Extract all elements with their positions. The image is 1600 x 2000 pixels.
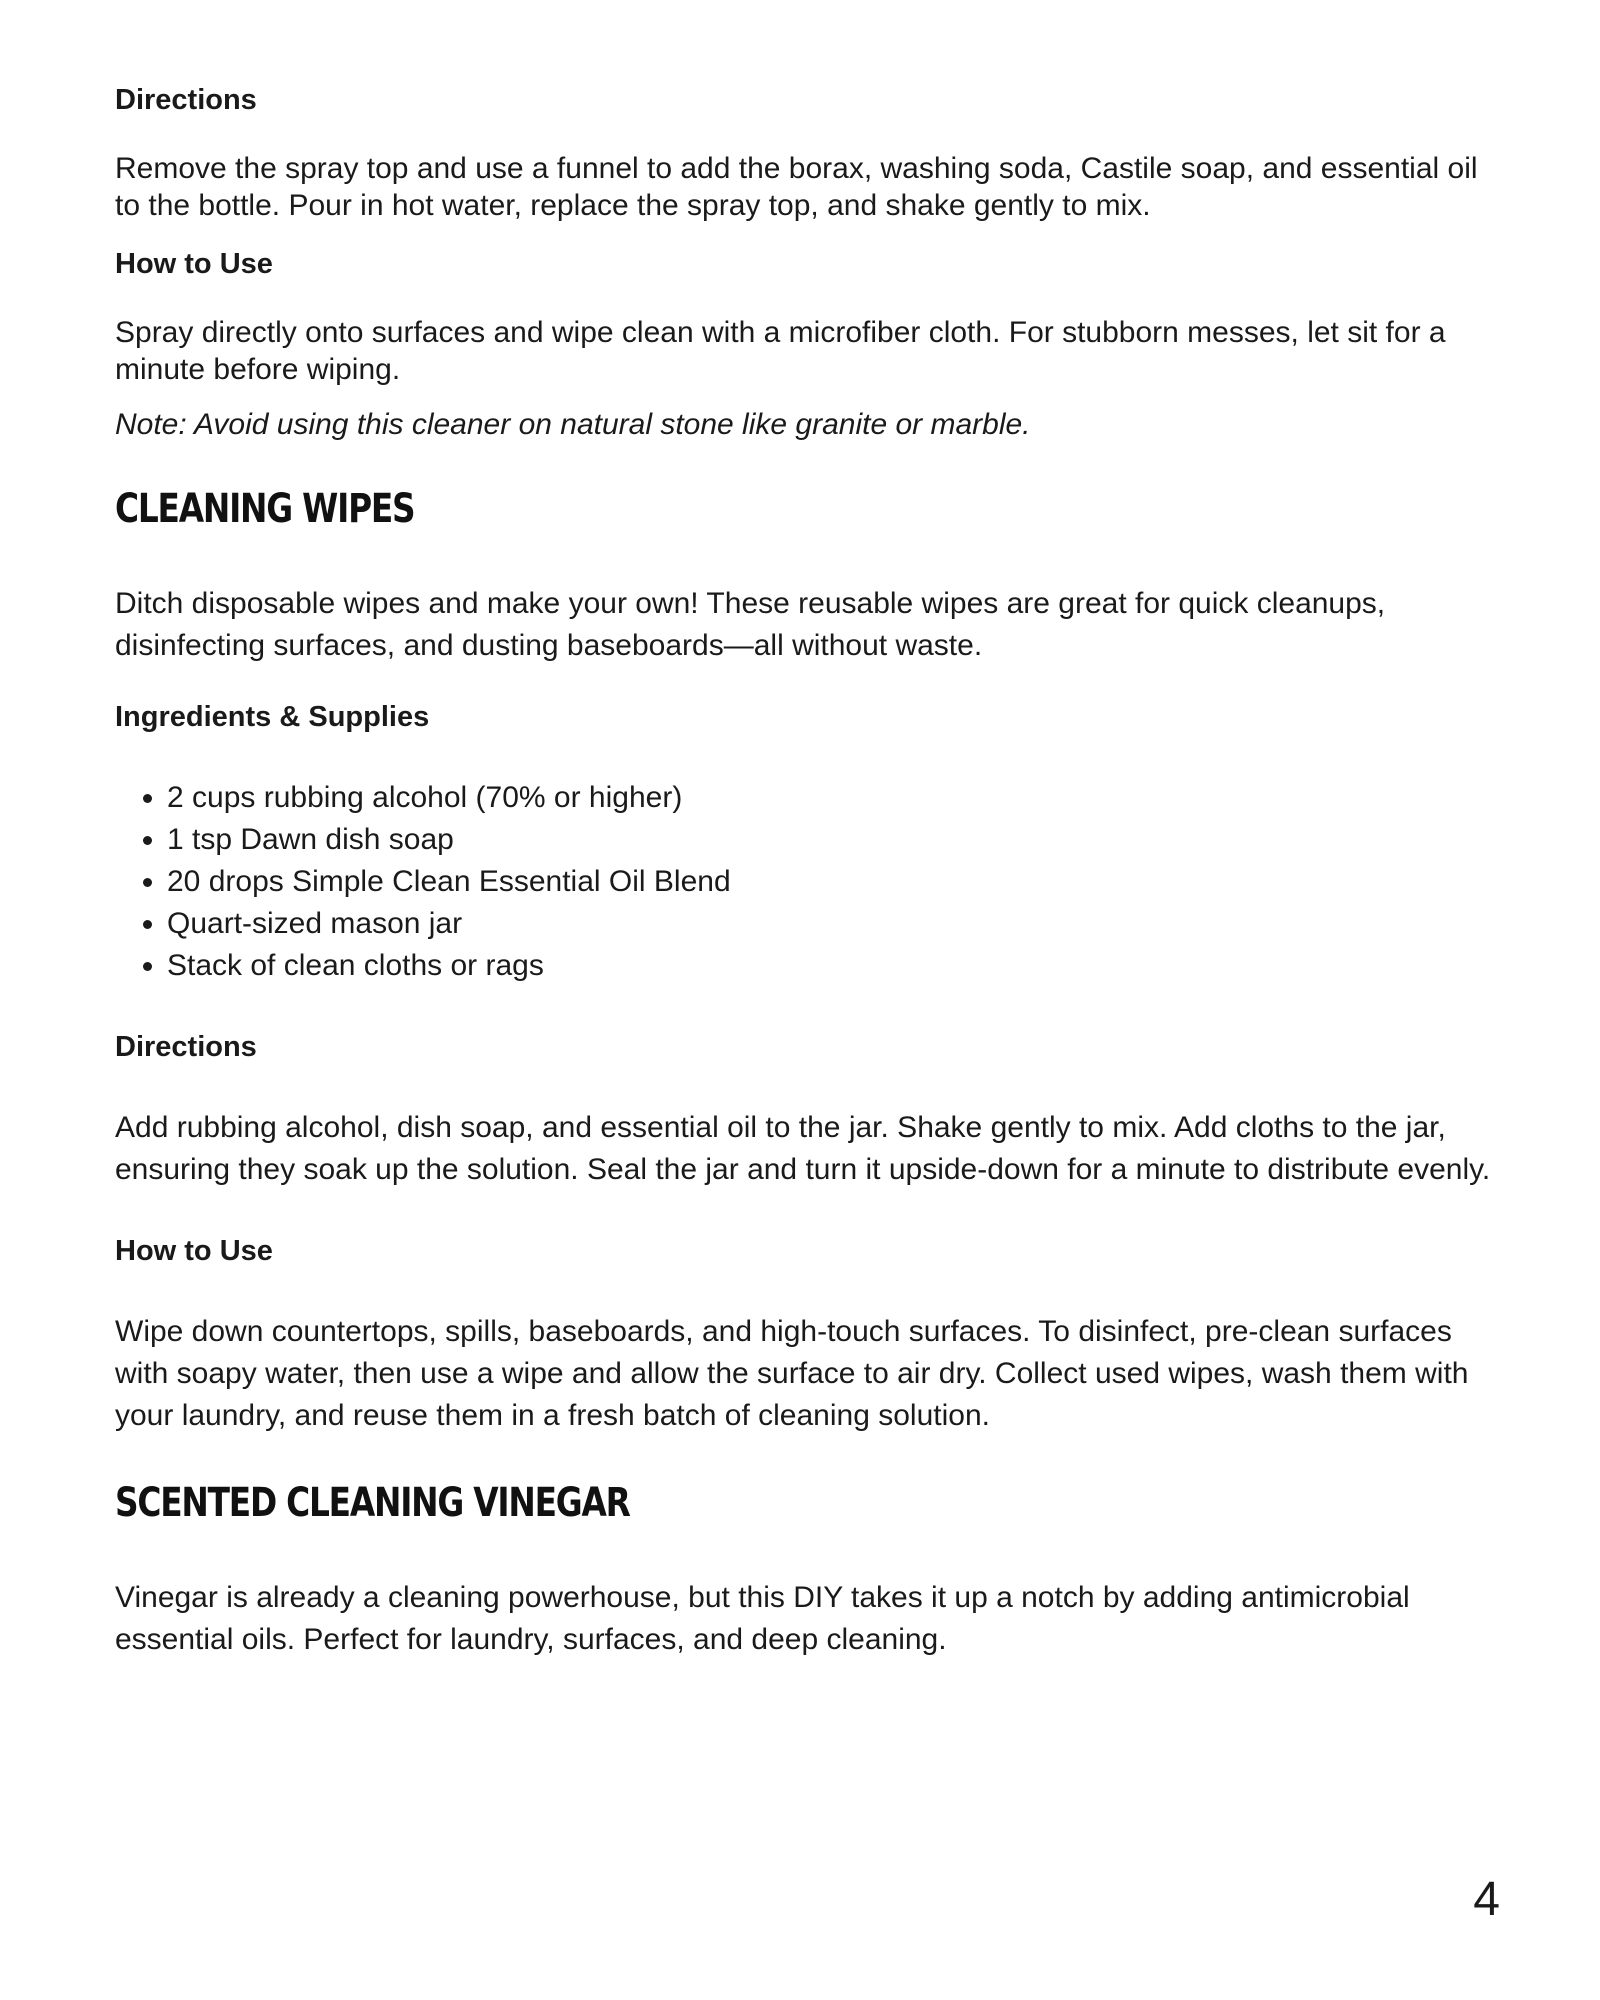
ingredients-heading: Ingredients & Supplies [115, 701, 430, 733]
stone-note: Note: Avoid using this cleaner on natural stone like granite or marble. [115, 408, 1031, 441]
scented-vinegar-title: SCENTED CLEANING VINEGAR [115, 1480, 630, 1526]
cleaning-wipes-intro: Ditch disposable wipes and make your own! These reusable wipes are great for quick cleanups, disinfecting surfaces, and dusting baseboards—all without waste. [115, 587, 1386, 662]
cleaning-wipes-title: CLEANING WIPES [115, 486, 415, 532]
wipes-directions-text: Add rubbing alcohol, dish soap, and essential oil to the jar. Shake gently to mix. Add cloths to the jar, ensuring they soak up the solution. Seal the jar and turn it upside-down for a minute to distribute evenly. [115, 1111, 1491, 1186]
page-number: 4 [1473, 1873, 1500, 1926]
directions-text: Remove the spray top and use a funnel to add the borax, washing soda, Castile soap, and essential oil to the bottle. Pour in hot water, replace the spray top, and shake gently to mix. [115, 152, 1478, 222]
directions-heading: Directions [115, 84, 257, 116]
wipes-how-to-use-text: Wipe down countertops, spills, baseboards, and high-touch surfaces. To disinfect, pre-clean surfaces with soapy water, then use a wipe and allow the surface to air dry. Collect used wipes, wash them with your laundry, and reuse them in a fresh batch of cleaning solution. [115, 1315, 1469, 1432]
page-content [115, 80, 1510, 1661]
list-item: • Quart-sized mason jar [167, 903, 1510, 945]
list-item: • 2 cups rubbing alcohol (70% or higher) [167, 777, 1510, 819]
ingredients-list [115, 777, 1510, 987]
list-item: • 1 tsp Dawn dish soap [167, 819, 1510, 861]
wipes-how-to-use-heading: How to Use [115, 1235, 273, 1267]
scented-vinegar-intro: Vinegar is already a cleaning powerhouse, but this DIY takes it up a notch by adding antimicrobial essential oils. Perfect for laundry, surfaces, and deep cleaning. [115, 1581, 1410, 1656]
list-item: • Stack of clean cloths or rags [167, 945, 1510, 987]
list-item: • 20 drops Simple Clean Essential Oil Blend [167, 861, 1510, 903]
how-to-use-text: Spray directly onto surfaces and wipe clean with a microfiber cloth. For stubborn messes, let sit for a minute before wiping. [115, 316, 1446, 386]
wipes-directions-heading: Directions [115, 1031, 257, 1063]
how-to-use-heading: How to Use [115, 248, 273, 280]
